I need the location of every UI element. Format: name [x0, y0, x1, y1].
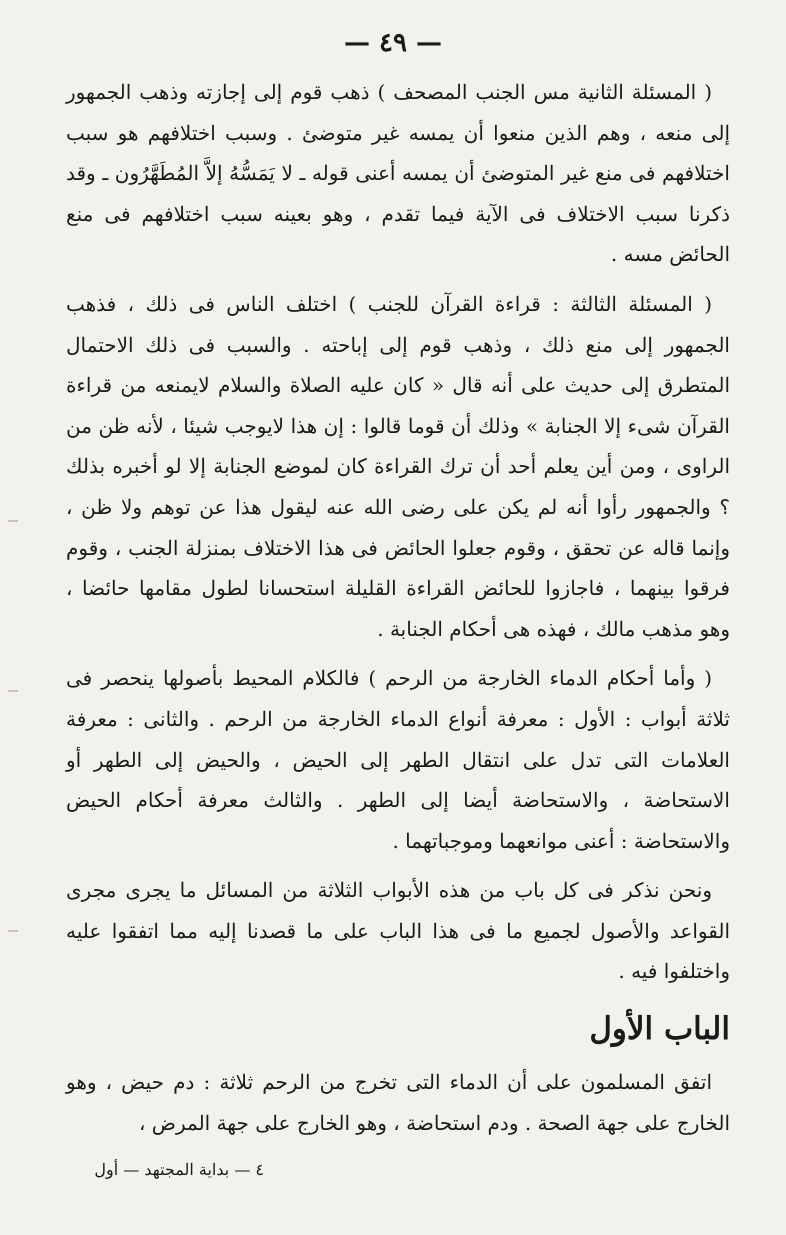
margin-mark — [8, 520, 18, 522]
margin-mark — [8, 930, 18, 932]
page-number: — ٤٩ — — [343, 28, 443, 58]
paragraph-quran-recitation: ( المسئلة الثالثة : قراءة القرآن للجنب ) اختلف الناس فى ذلك ، فذهب الجمهور إلى منع ذلك ، وذهب قوم إلى إباحته . والسبب فى ذلك الاحتمال المتطرق إلى حديث على أنه قال « كان عليه الصلاة والسلام لايمنعه من قراءة القرآن شىء إلا الجنابة » وذلك أن قوما قالوا : إن هذا لايوجب شيئا ، لأنه ظن من الراوى ، ومن أين يعلم أحد أن ترك القراءة كان لموضع الجنابة إلا لو أخبره بذلك ؟ والجمهور رأوا أنه لم يكن على رضى الله عنه ليقول هذا عن توهم ولا ظن ، وإنما قاله عن تحقق ، وقوم جعلوا الحائض فى هذا الاختلاف بمنزلة الجنب ، وقوم فرقوا بينهما ، فاجازوا للحائض القراءة القليلة استحسانا لطول مقامها حائضا ، وهو مذهب مالك ، فهذه هى أحكام الجنابة . — [66, 291, 730, 641]
paragraph-chapter-one: اتفق المسلمون على أن الدماء التى تخرج من الرحم ثلاثة : دم حيض ، وهو الخارج على جهة الصحة . ودم استحاضة ، وهو الخارج على جهة المرض ، — [66, 1070, 730, 1135]
body-text — [66, 72, 730, 1152]
paragraph-chapter-intro: ونحن نذكر فى كل باب من هذه الأبواب الثلاثة من المسائل ما يجرى مجرى القواعد والأصول لجميع ما فى هذا الباب على ما قصدنا إليه مما اتفقوا عليه واختلفوا فيه . — [66, 878, 730, 984]
paragraph-touching-mushaf: ( المسئلة الثانية مس الجنب المصحف ) ذهب قوم إلى إجازته وذهب الجمهور إلى منعه ، وهم الذين منعوا أن يمسه غير متوضئ . وسبب اختلافهم هو سبب اختلافهم فى منع غير المتوضئ أن يمسه أعنى قوله ـ لا يَمَسُّهُ إلاَّ المُطَهَّرُون ـ وقد ذكرنا سبب الاختلاف فى الآية فيما تقدم ، وهو بعينه سبب اختلافهم فى منع الحائض مسه . — [66, 80, 730, 267]
page-footer: ٤ — بداية المجتهد — أول — [94, 1160, 264, 1179]
paragraph-blood-rulings: ( وأما أحكام الدماء الخارجة من الرحم ) فالكلام المحيط بأصولها ينحصر فى ثلاثة أبواب : الأول : معرفة أنواع الدماء الخارجة من الرحم . والثانى : معرفة العلامات التى تدل على انتقال الطهر إلى الحيض ، والحيض إلى الطهر أو الاستحاضة ، والاستحاضة أيضا إلى الطهر . والثالث معرفة أحكام الحيض والاستحاضة : أعنى موانعهما وموجباتهما . — [66, 666, 730, 853]
margin-mark — [8, 690, 18, 692]
chapter-heading: الباب الأول — [589, 1011, 730, 1048]
